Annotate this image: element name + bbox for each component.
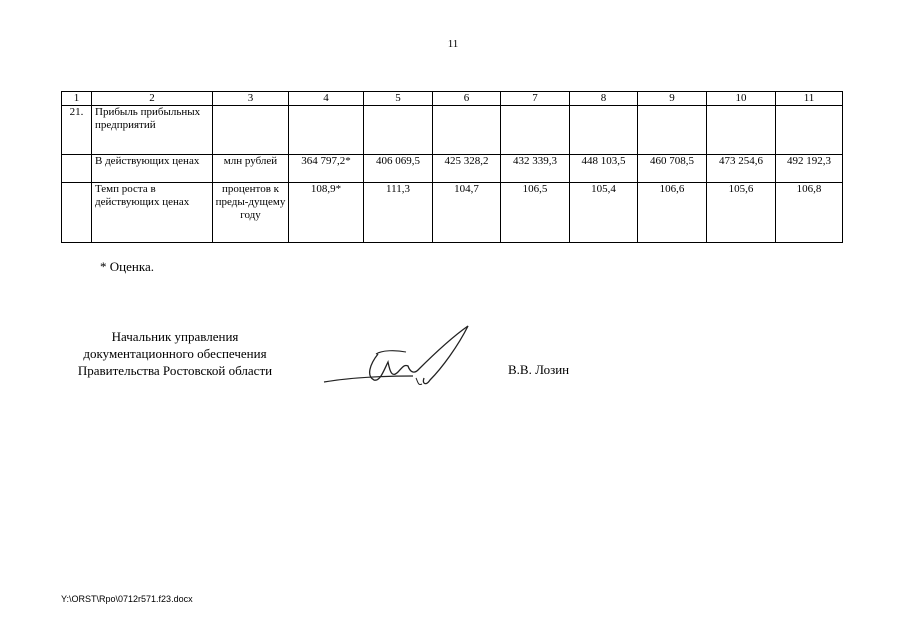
- table-cell: 106,5: [501, 183, 570, 243]
- position-line: документационного обеспечения: [83, 346, 267, 361]
- row-label: В действующих ценах: [92, 155, 213, 183]
- position-line: Начальник управления: [111, 329, 239, 344]
- empty-cell: [501, 106, 570, 155]
- empty-cell: [707, 106, 776, 155]
- table-cell: 105,4: [570, 183, 638, 243]
- table-cell: 106,8: [776, 183, 843, 243]
- row-unit: млн рублей: [213, 155, 289, 183]
- file-path: Y:\ORST\Rpo\0712r571.f23.docx: [61, 594, 193, 604]
- column-header: 1: [62, 92, 92, 106]
- column-header: 2: [92, 92, 213, 106]
- row-unit: процентов к преды-дущему году: [213, 183, 289, 243]
- column-header: 6: [433, 92, 501, 106]
- indicator-title: Прибыль прибыльных предприятий: [92, 106, 213, 155]
- column-header: 8: [570, 92, 638, 106]
- empty-cell: [638, 106, 707, 155]
- signatory-name: В.В. Лозин: [508, 362, 570, 377]
- table-header-row: [62, 92, 843, 106]
- footnote: * Оценка.: [100, 259, 154, 274]
- column-header: 4: [289, 92, 364, 106]
- table-cell: 406 069,5: [364, 155, 433, 183]
- page-number: 11: [447, 38, 459, 50]
- table-cell: 460 708,5: [638, 155, 707, 183]
- table-row-indicator-title: [62, 106, 843, 155]
- indicators-table: [61, 91, 843, 243]
- handwritten-signature: [318, 320, 478, 400]
- position-line: Правительства Ростовской области: [77, 363, 273, 378]
- table-cell: 105,6: [707, 183, 776, 243]
- column-header: 9: [638, 92, 707, 106]
- table-cell: 448 103,5: [570, 155, 638, 183]
- column-header: 10: [707, 92, 776, 106]
- table-cell: 104,7: [433, 183, 501, 243]
- table-cell: 108,9*: [289, 183, 364, 243]
- table-cell: 492 192,3: [776, 155, 843, 183]
- column-header: 5: [364, 92, 433, 106]
- empty-cell: [62, 155, 92, 183]
- column-header: 7: [501, 92, 570, 106]
- empty-cell: [570, 106, 638, 155]
- table-cell: 432 339,3: [501, 155, 570, 183]
- column-header: 11: [776, 92, 843, 106]
- table-cell: 473 254,6: [707, 155, 776, 183]
- table-cell: 111,3: [364, 183, 433, 243]
- empty-cell: [62, 183, 92, 243]
- empty-cell: [776, 106, 843, 155]
- empty-cell: [213, 106, 289, 155]
- empty-cell: [433, 106, 501, 155]
- table-cell: 106,6: [638, 183, 707, 243]
- signatory-position: [61, 328, 289, 379]
- table-cell: 364 797,2*: [289, 155, 364, 183]
- column-header: 3: [213, 92, 289, 106]
- table-cell: 425 328,2: [433, 155, 501, 183]
- table-row-current-prices: [62, 155, 843, 183]
- table-row-growth-rate: [62, 183, 843, 243]
- empty-cell: [364, 106, 433, 155]
- row-number: 21.: [62, 106, 92, 155]
- empty-cell: [289, 106, 364, 155]
- row-label: Темп роста в действующих ценах: [92, 183, 213, 243]
